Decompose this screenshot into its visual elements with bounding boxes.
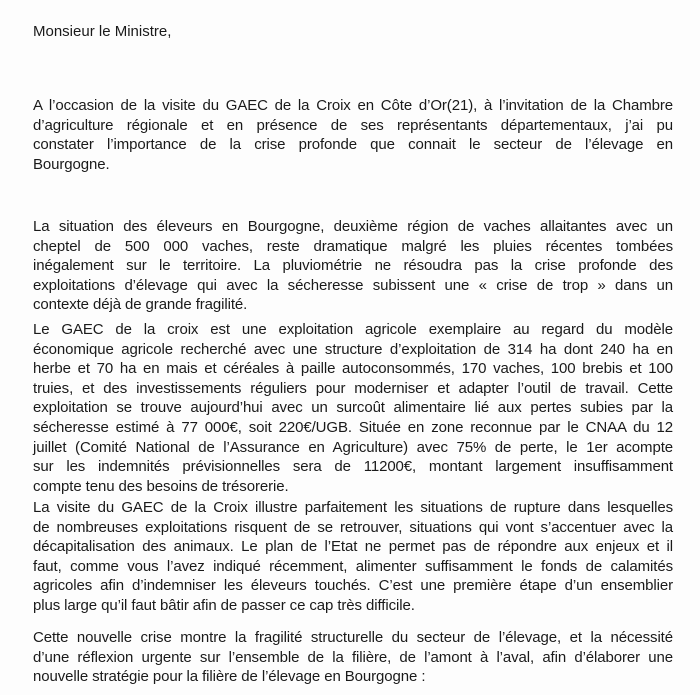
text-line: contexte déjà de grande fragilité.	[33, 296, 248, 314]
paragraph-rupture	[33, 498, 673, 616]
text-line: sur les indemnités prévisionnelles sera de 11200€, montant largement insuffisamment	[33, 458, 673, 476]
paragraph-situation	[33, 217, 673, 315]
paragraph-gaec	[33, 320, 673, 496]
text-line: décapitalisation des animaux. Le plan de l’Etat ne permet pas de répondre aux enjeux et il	[33, 538, 673, 556]
text-line: cheptel de 500 000 vaches, reste dramatique malgré les pluies récentes tombées	[33, 237, 673, 255]
text-line: inégalement sur le territoire. La pluviométrie ne résoudra pas la crise profonde des	[33, 257, 673, 275]
text-line: Cette nouvelle crise montre la fragilité structurelle du secteur de l’élevage, et la nécessité	[33, 629, 673, 646]
text-line: de nombreuses exploitations risquent de se retrouver, situations qui vont s’accentuer avec la	[33, 518, 673, 536]
text-line: compte tenu des besoins de trésorerie.	[33, 477, 289, 495]
text-line: truies, et des investissements réguliers pour moderniser et adapter l’outil de travail. Cette	[33, 379, 673, 397]
paragraph-strategy	[33, 628, 673, 687]
text-line: faut, comme vous l’avez indiqué récemment, alimenter suffisamment le fonds de calamités	[33, 557, 673, 575]
paragraph-visit	[33, 96, 673, 174]
text-line: juillet (Comité National de l’Assurance en Agriculture) avec 75% de perte, le 1er acompte	[33, 438, 673, 456]
text-line: constater l’importance de la crise profonde que connait le secteur de l’élevage en	[33, 136, 673, 154]
text-line: exploitation se trouve aujourd’hui avec un surcoût alimentaire lié aux pertes subies par la	[33, 399, 673, 417]
text-line: A l’occasion de la visite du GAEC de la Croix en Côte d’Or(21), à l’invitation de la Chambre	[33, 97, 673, 114]
text-line: Le GAEC de la croix est une exploitation agricole exemplaire au regard du modèle	[33, 321, 673, 338]
text-line: d’une réflexion urgente sur l’ensemble de la filière, de l’amont à l’aval, afin d’élaborer une	[33, 648, 673, 666]
text-line: plus large qu’il faut bâtir afin de passer ce cap très difficile.	[33, 596, 415, 614]
text-line: La visite du GAEC de la Croix illustre parfaitement les situations de rupture dans lesquelles	[33, 499, 673, 516]
text-line: nouvelle stratégie pour la filière de l’élevage en Bourgogne :	[33, 668, 426, 686]
salutation: Monsieur le Ministre,	[33, 23, 172, 40]
text-line: économique agricole recherché avec une structure d’exploitation de 314 ha dont 240 ha en	[33, 340, 673, 358]
text-line: exploitations d’élevage qui avec la sécheresse subissent une « crise de trop » dans un	[33, 276, 673, 294]
text-line: Bourgogne.	[33, 155, 110, 173]
text-line: agricoles afin d’indemniser les éleveurs touchés. C’est une première étape d’un ensemblier	[33, 577, 673, 595]
text-line: La situation des éleveurs en Bourgogne, deuxième région de vaches allaitantes avec un	[33, 218, 673, 235]
text-line: d’agriculture régionale et en présence de ses représentants départementaux, j’ai pu	[33, 116, 673, 134]
text-line: sécheresse estimé à 77 000€, soit 220€/UGB. Située en zone reconnue par le CNAA du 12	[33, 418, 673, 436]
text-line: herbe et 70 ha en mais et céréales à paille autoconsommés, 170 vaches, 100 brebis et 100	[33, 360, 673, 378]
